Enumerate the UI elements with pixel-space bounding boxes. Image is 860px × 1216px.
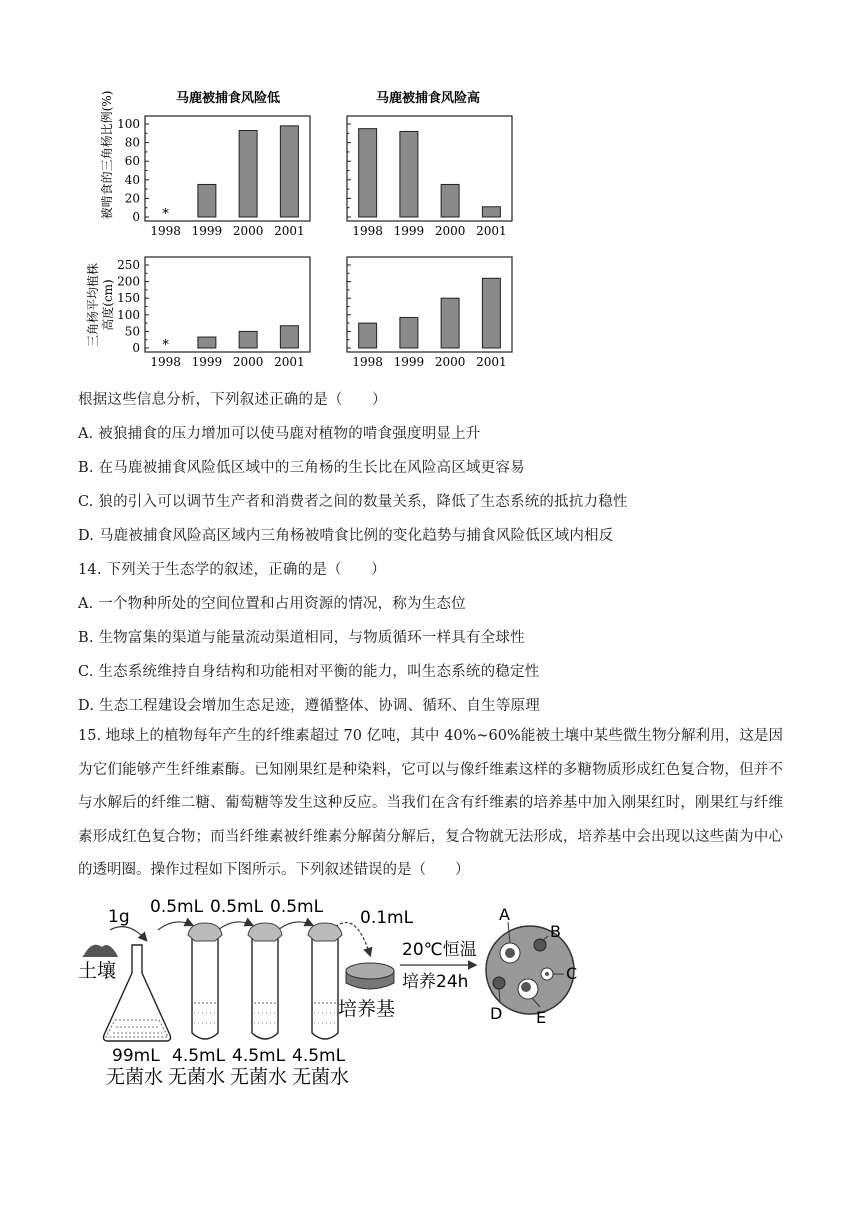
- bar-2001: [280, 326, 298, 348]
- colony-label-b: B: [550, 922, 561, 941]
- x-tick-label: 1999: [393, 224, 425, 238]
- colony-label-e: E: [536, 1008, 547, 1027]
- bar-2001: [482, 278, 500, 348]
- missing-data-marker: *: [162, 207, 169, 222]
- y-tick-label: 100: [117, 307, 140, 322]
- x-tick-label: 2000: [232, 355, 264, 369]
- q14-option-c: C. 生态系统维持自身结构和功能相对平衡的能力，叫生态系统的稳定性: [78, 664, 540, 680]
- incubation-temp-label: 20℃恒温: [402, 940, 477, 960]
- x-tick-label: 1998: [150, 224, 181, 238]
- x-tick-label: 2001: [274, 355, 305, 369]
- chart-title-high: 马鹿被捕食风险高: [375, 91, 481, 106]
- y-tick-label: 40: [124, 172, 140, 187]
- tube1-water-label: 无菌水: [168, 1066, 226, 1088]
- chart-title-low: 马鹿被捕食风险低: [175, 91, 281, 106]
- culture-medium-dish-icon: [346, 963, 394, 989]
- x-tick-label: 2000: [434, 224, 466, 238]
- bar-2000: [239, 331, 257, 348]
- chart-panel-bottom-low: [117, 257, 310, 369]
- tube1-volume-label: 4.5mL: [172, 1046, 226, 1066]
- bar-charts-figure: [85, 80, 535, 380]
- flask-volume-label: 99mL: [112, 1046, 160, 1066]
- colony-label-a: A: [499, 905, 510, 924]
- q15-text: 15. 地球上的植物每年产生的纤维素超过 70 亿吨，其中 40%~60%能被土壤中某些微生物分解利用，这是因为它们能够产生纤维素酶。已知刚果红是种染料，它可以与像纤维素这样的多糖物质形成红色复合物，但并不与水解后的纤维二糖、葡萄糖等发生这种反应。当我们在含有纤维素的培养基中加入刚果红时，刚果红与纤维素形成红色复合物；而当纤维素被纤维素分解菌分解后，复合物就无法形成，培养基中会出现以这些菌为中心的透明圈。操作过程如下图所示。下列叙述错误的是（ ）: [78, 728, 783, 879]
- x-tick-label: 2000: [434, 355, 466, 369]
- y-tick-label: 0: [132, 210, 140, 224]
- ylabel-bottom-line1: 三角杨平均植株: [86, 262, 100, 348]
- soil-amount-label: 1g: [108, 907, 130, 927]
- bar-2001: [482, 207, 500, 217]
- tube2-volume-label: 4.5mL: [232, 1046, 286, 1066]
- colony-label-c: C: [566, 964, 578, 983]
- incubation-time-label: 培养24h: [402, 972, 469, 992]
- bar-2000: [441, 298, 459, 348]
- chart-panel-bottom-high: [347, 257, 512, 369]
- q14-option-b: B. 生物富集的渠道与能量流动渠道相同，与物质循环一样具有全球性: [78, 630, 525, 646]
- x-tick-label: 2001: [476, 355, 507, 369]
- bar-2000: [239, 131, 257, 217]
- transfer-label-3: 0.5mL: [270, 897, 324, 917]
- q14-option-a: A. 一个物种所处的空间位置和占用资源的情况，称为生态位: [78, 596, 466, 612]
- tube3-water-label: 无菌水: [292, 1066, 350, 1088]
- colony-label-d: D: [490, 1004, 503, 1023]
- tube2-water-label: 无菌水: [230, 1066, 288, 1088]
- bar-1999: [400, 131, 418, 217]
- x-tick-label: 1999: [191, 355, 223, 369]
- tube3-volume-label: 4.5mL: [292, 1046, 346, 1066]
- y-tick-label: 150: [117, 291, 140, 306]
- x-tick-label: 1998: [150, 355, 181, 369]
- x-tick-label: 1998: [352, 224, 383, 238]
- colony-b: [534, 939, 546, 951]
- x-tick-label: 2000: [232, 224, 264, 238]
- bar-1999: [400, 317, 418, 348]
- bar-2000: [441, 184, 459, 217]
- bar-1999: [198, 337, 216, 348]
- soil-pile-icon: [82, 945, 118, 957]
- test-tube-3-icon: [308, 923, 342, 1039]
- flask-water-label: 无菌水: [106, 1066, 164, 1088]
- x-tick-label: 1999: [191, 224, 223, 238]
- test-tube-1-icon: [188, 923, 222, 1039]
- ylabel-top: 被啃食的三角杨比例(%): [100, 90, 114, 220]
- q13-option-a: A. 被狼捕食的压力增加可以使马鹿对植物的啃食强度明显上升: [78, 426, 481, 442]
- medium-label: 培养基: [338, 998, 396, 1020]
- y-tick-label: 0: [132, 341, 140, 355]
- missing-data-marker: *: [162, 338, 169, 353]
- soil-label: 土壤: [78, 960, 117, 982]
- q14-stem: 14. 下列关于生态学的叙述，正确的是（ ）: [78, 562, 386, 578]
- y-tick-label: 200: [117, 274, 140, 289]
- chart-panel-top-high: [347, 116, 512, 238]
- x-tick-label: 2001: [274, 224, 305, 238]
- x-tick-label: 2001: [476, 224, 507, 238]
- transfer-label-1: 0.5mL: [150, 897, 204, 917]
- x-tick-label: 1999: [393, 355, 425, 369]
- transfer-label-2: 0.5mL: [210, 897, 264, 917]
- q13-option-d: D. 马鹿被捕食风险高区域内三角杨被啃食比例的变化趋势与捕食风险低区域内相反: [78, 528, 614, 544]
- test-tube-2-icon: [248, 923, 282, 1039]
- q14-option-d: D. 生态工程建设会增加生态足迹，遵循整体、协调、循环、自生等原理: [78, 698, 540, 714]
- y-tick-label: 100: [117, 117, 140, 131]
- bar-1998: [359, 129, 377, 217]
- y-tick-label: 80: [124, 135, 140, 150]
- chart-panel-top-low: [117, 116, 310, 238]
- bar-1999: [198, 184, 216, 217]
- q13-option-b: B. 在马鹿被捕食风险低区域中的三角杨的生长比在风险高区域更容易: [78, 460, 525, 476]
- colony-d: [493, 977, 505, 989]
- dilution-plating-diagram: [70, 895, 610, 1095]
- x-tick-label: 1998: [352, 355, 383, 369]
- y-tick-label: 50: [124, 324, 140, 339]
- q13-stem: 根据这些信息分析，下列叙述正确的是（ ）: [78, 392, 387, 408]
- y-tick-label: 250: [117, 258, 140, 272]
- y-tick-label: 60: [124, 154, 140, 169]
- plating-volume-label: 0.1mL: [360, 908, 414, 928]
- ylabel-bottom-line2: 高度(cm): [101, 279, 115, 331]
- q13-option-c: C. 狼的引入可以调节生产者和消费者之间的数量关系，降低了生态系统的抵抗力稳性: [78, 494, 628, 510]
- bar-2001: [280, 126, 298, 217]
- y-tick-label: 20: [124, 191, 140, 206]
- bar-1998: [359, 323, 377, 348]
